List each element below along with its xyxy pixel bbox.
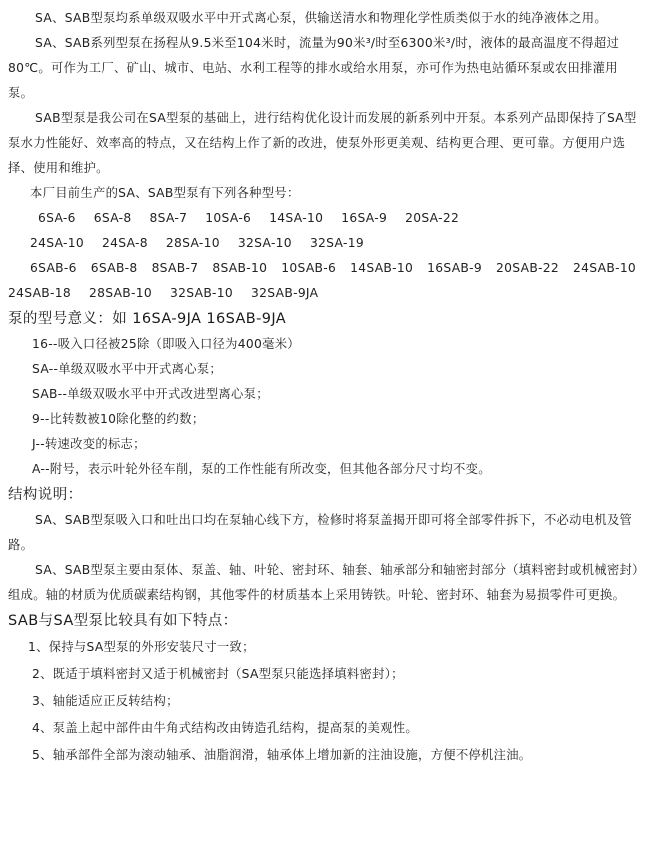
model-row-3 (8, 256, 642, 281)
model-code: 8SAB-7 (151, 261, 199, 275)
intro-paragraph-3: SAB型泵是我公司在SA型泵的基础上，进行结构优化设计而发展的新系列中开泵。本系列产品即保持了SA型泵水力性能好、效率高的特点，又在结构上作了新的改进，使泵外形更美观、结构更合理、更可靠。方便用户选择、使用和维护。 (8, 111, 637, 175)
model-row-4 (8, 281, 642, 306)
model-code: 8SA-7 (149, 211, 188, 225)
intro-paragraph-1: SA、SAB型泵均系单级双吸水平中开式离心泵，供输送清水和物理化学性质类似于水的纯净液体之用。 (35, 11, 607, 25)
model-row-1 (8, 206, 642, 231)
intro-paragraph-4: 本厂目前生产的SA、SAB型泵有下列各种型号： (30, 186, 300, 200)
meaning-item: 9--比转数被10除化整的约数； (32, 412, 205, 426)
meaning-item: A--附号，表示叶轮外径车削，泵的工作性能有所改变，但其他各部分尺寸均不变。 (32, 462, 491, 476)
feature-item: 3、轴能适应正反转结构； (32, 694, 179, 708)
model-code: 6SAB-8 (90, 261, 138, 275)
intro-paragraph-2: SA、SAB系列型泵在扬程从9.5米至104米时，流量为90米³/时至6300米³/时，液体的最高温度不得超过80℃。可作为工厂、矿山、城市、电站、水利工程等的排水或给水用泵，亦可作为热电站循环泵或农田排灌用泵。 (8, 36, 620, 100)
model-code: 32SAB-10 (170, 286, 234, 300)
model-code: 24SAB-18 (8, 286, 72, 300)
model-code: 24SA-10 (30, 236, 85, 250)
model-code: 24SAB-10 (573, 261, 637, 275)
model-code: 6SAB-6 (30, 261, 77, 275)
meaning-item: SA--单级双吸水平中开式离心泵； (32, 362, 223, 376)
model-code: 14SA-10 (269, 211, 324, 225)
structure-paragraph-2: SA、SAB型泵主要由泵体、泵盖、轴、叶轮、密封环、轴套、轴承部分和轴密封部分（填料密封或机械密封）组成。轴的材质为优质碳素结构钢，其他零件的材质基本上采用铸铁。叶轮、密封环、轴套为易损零件可更换。 (8, 563, 639, 602)
model-code: 24SA-8 (102, 236, 148, 250)
model-code: 6SA-8 (93, 211, 132, 225)
model-code: 28SAB-10 (89, 286, 153, 300)
meaning-item: 16--吸入口径被25除（即吸入口径为400毫米） (32, 337, 300, 351)
model-code: 10SAB-6 (281, 261, 337, 275)
model-code: 6SA-6 (38, 211, 76, 225)
model-code: 32SA-10 (237, 236, 292, 250)
features-heading: SAB与SA型泵比较具有如下特点： (8, 613, 238, 629)
meaning-item: J--转速改变的标志； (32, 437, 146, 451)
model-code: 10SA-6 (205, 211, 252, 225)
feature-item: 4、泵盖上起中部件由牛角式结构改由铸造孔结构，提高泵的美观性。 (32, 721, 419, 735)
model-code: 16SA-9 (341, 211, 388, 225)
feature-item: 2、既适于填料密封又适于机械密封（SA型泵只能选择填料密封）； (32, 667, 404, 681)
feature-item: 5、轴承部件全部为滚动轴承、油脂润滑，轴承体上增加新的注油设施，方便不停机注油。 (32, 748, 532, 762)
model-code: 14SAB-10 (350, 261, 414, 275)
model-code: 20SA-22 (405, 211, 460, 225)
model-meaning-heading: 泵的型号意义：如 16SA-9JA 16SAB-9JA (8, 311, 287, 327)
model-row-2 (8, 231, 642, 256)
model-code: 20SAB-22 (496, 261, 560, 275)
structure-paragraph-1: SA、SAB型泵吸入口和吐出口均在泵轴心线下方，检修时将泵盖揭开即可将全部零件拆下，不必动电机及管路。 (8, 513, 633, 552)
model-code: 32SA-19 (309, 236, 364, 250)
model-code: 28SA-10 (165, 236, 220, 250)
structure-heading: 结构说明： (8, 487, 83, 503)
model-code: 32SAB-9JA (251, 286, 319, 300)
feature-item: 1、保持与SA型泵的外形安装尺寸一致； (28, 640, 255, 654)
model-code: 8SAB-10 (212, 261, 268, 275)
meaning-item: SAB--单级双吸水平中开式改进型离心泵； (32, 387, 269, 401)
model-code: 16SAB-9 (427, 261, 483, 275)
